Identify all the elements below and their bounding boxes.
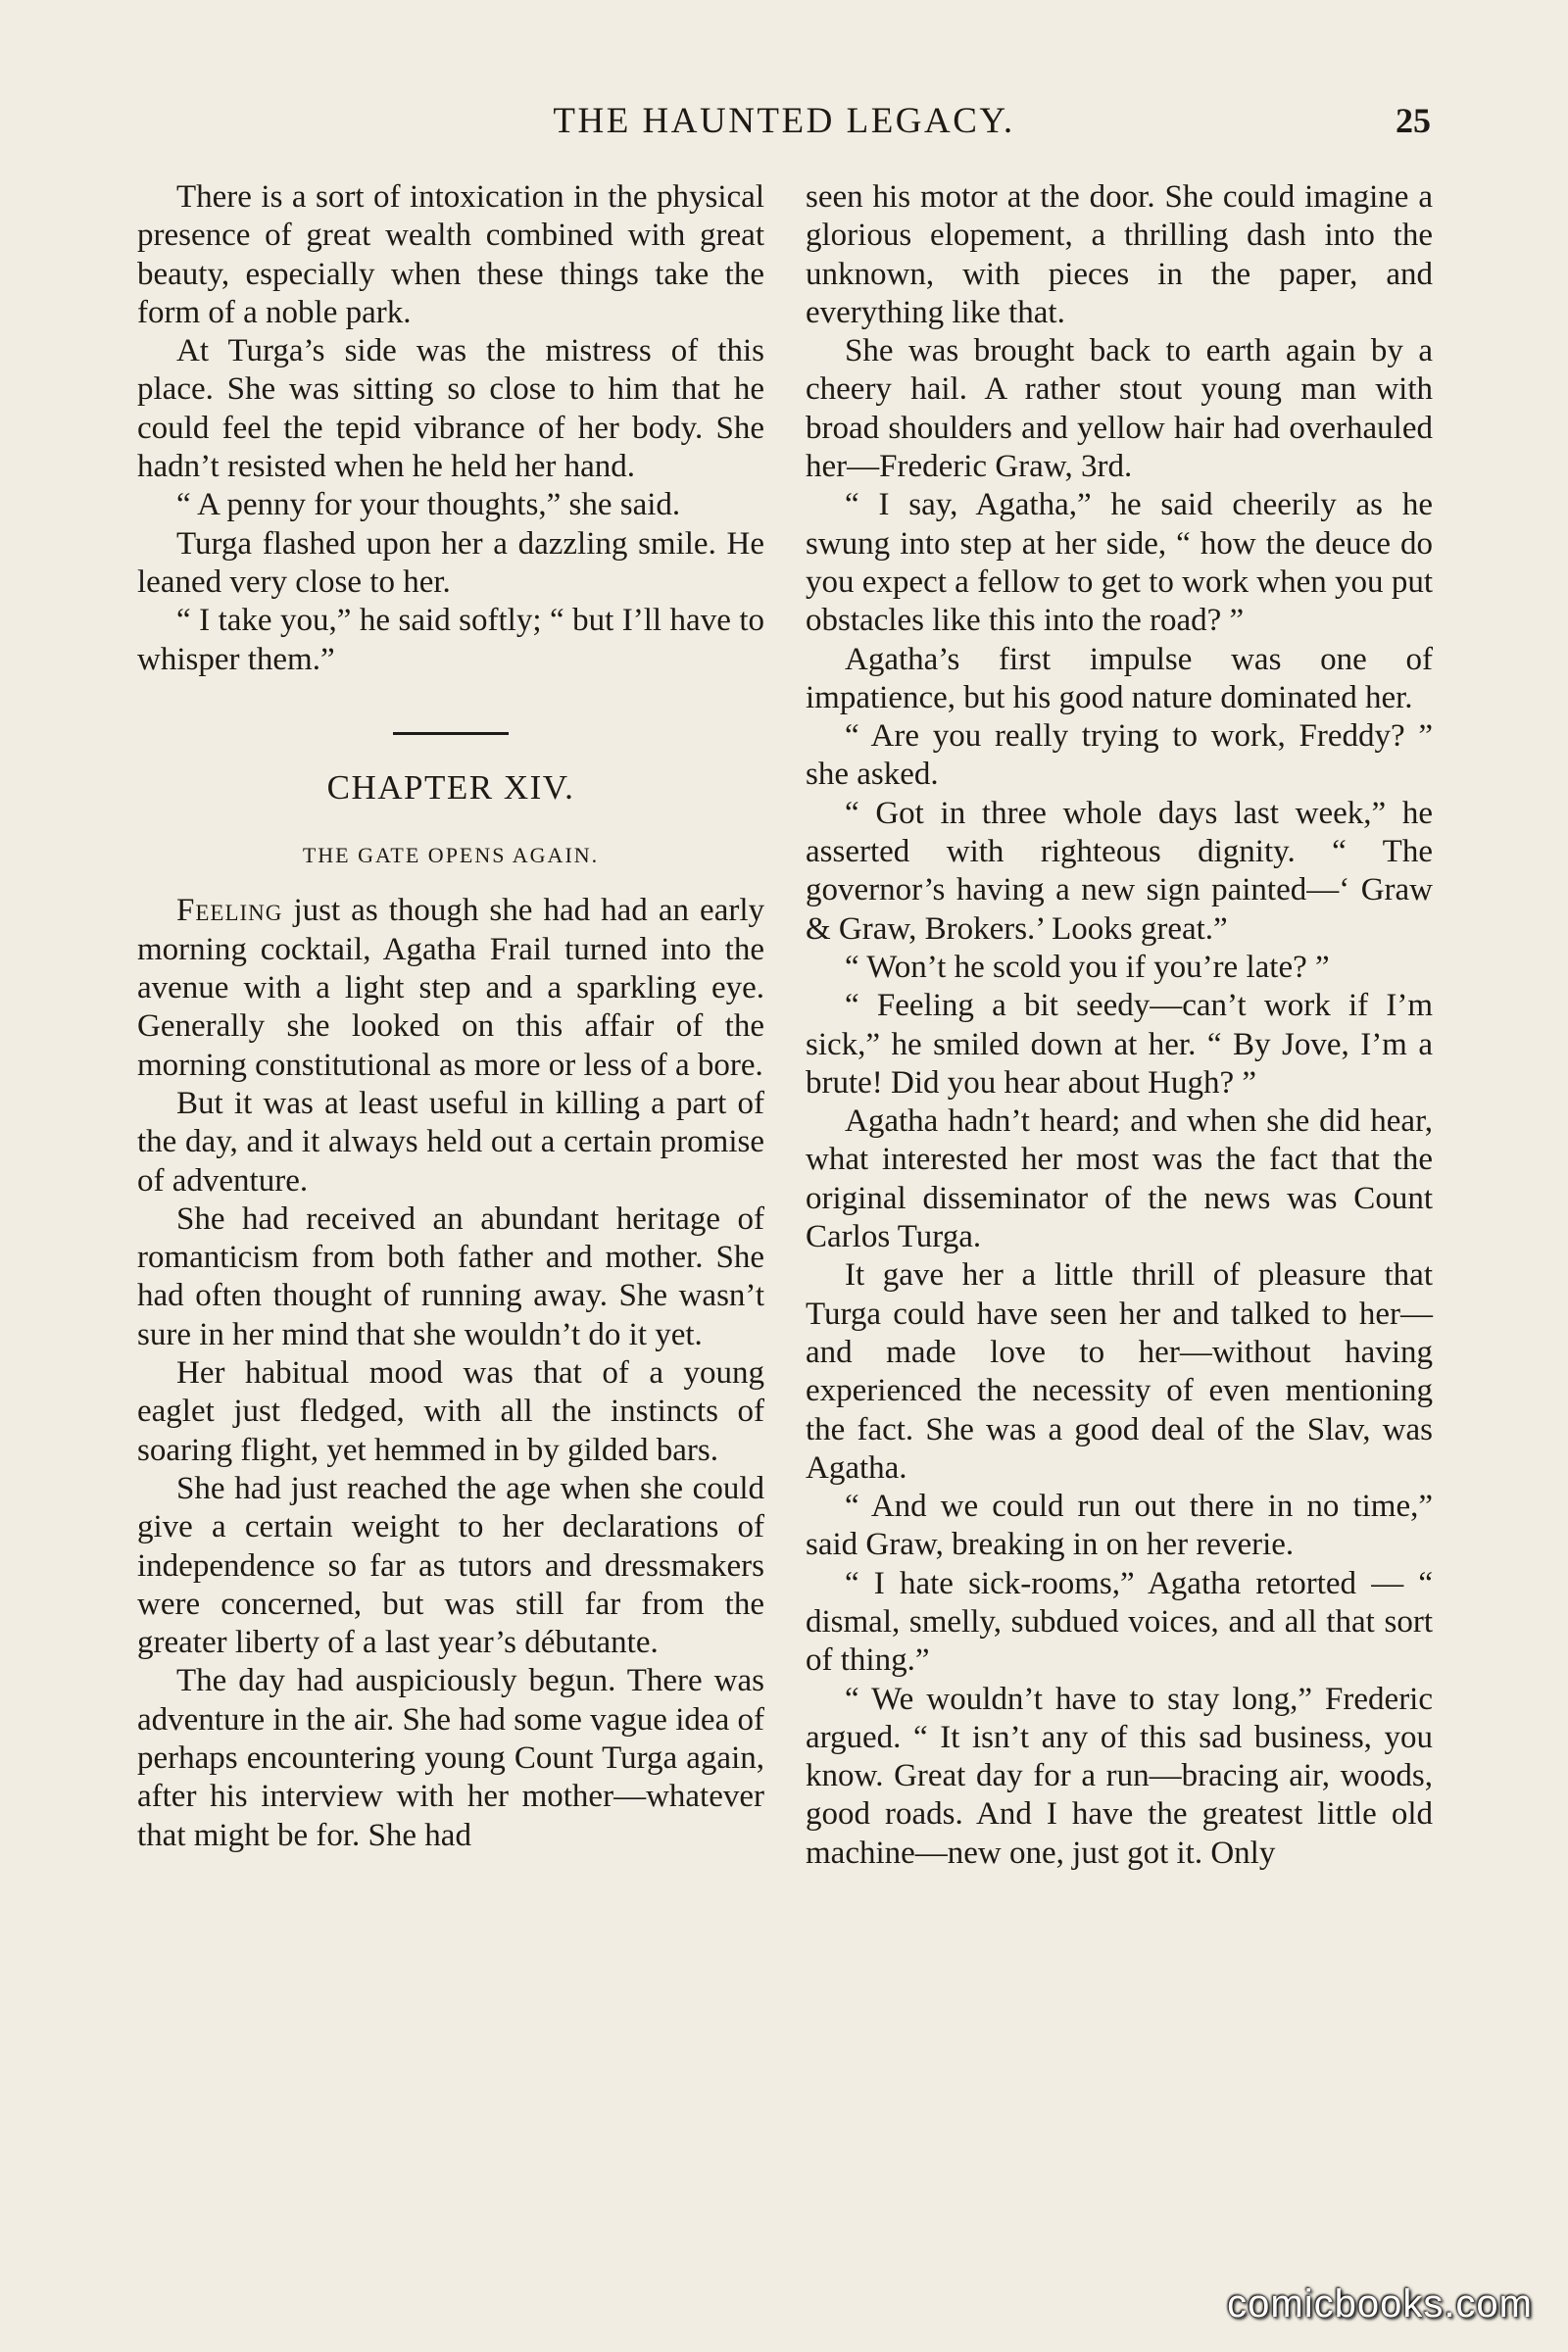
paragraph: She had just reached the age when she could give a certain weight to her declarations of independence so far as tutors and dressmakers were concerned, but was still far from the greater liberty of a last year’s débutante. [137,1470,764,1661]
paragraph: At Turga’s side was the mistress of this place. She was sitting so close to him that he could feel the tepid vibrance of her body. She hadn’t resisted when he held her hand. [137,333,764,485]
right-column [806,178,1433,1873]
page-number: 25 [1396,101,1431,140]
paragraph: “ Feeling a bit seedy—can’t work if I’m sick,” he smiled down at her. “ By Jove, I’m a brute! Did you hear about Hugh? ” [806,988,1433,1101]
paragraph: “ I say, Agatha,” he said cheerily as he swung into step at her side, “ how the deuce do you expect a fellow to get to work when you put obstacles like this into the road? ” [806,487,1433,639]
paragraph: “ Won’t he scold you if you’re late? ” [845,949,1330,985]
paragraph-text: just as though she had had an early morning cocktail, Agatha Frail turned into the avenue with a light step and a sparkling eye. Generally she looked on this affair of the morning constitutional as more or less of a bore. [137,893,764,1083]
paragraph: “ Got in three whole days last week,” he asserted with righteous dignity. “ The governor’s having a new sign painted—‘ Graw & Graw, Brokers.’ Looks great.” [806,795,1433,947]
lead-word: Feeling [176,893,283,929]
paragraph: She was brought back to earth again by a cheery hail. A rather stout young man with broad shoulders and yellow hair had overhauled her—Frederic Graw, 3rd. [806,333,1433,485]
paragraph: “ I hate sick-rooms,” Agatha retorted — “ dismal, smelly, subdued voices, and all that sort of thing.” [806,1565,1433,1679]
paragraph: “ We wouldn’t have to stay long,” Frederic argued. “ It isn’t any of this sad business, you know. Great day for a run—bracing air, woods, good roads. And I have the greatest little old machine—new one, just got it. Only [806,1681,1433,1871]
paragraph: “ And we could run out there in no time,” said Graw, breaking in on her reverie. [806,1489,1433,1563]
running-head [0,100,1568,149]
paragraph: Her habitual mood was that of a young eaglet just fledged, with all the instincts of soaring flight, yet hemmed in by gilded bars. [137,1355,764,1468]
paragraph: “ I take you,” he said softly; “ but I’ll have to whisper them.” [137,603,764,677]
running-title: THE HAUNTED LEGACY. [553,101,1015,141]
site-watermark: comicbooks.com [1227,2282,1533,2326]
paragraph: It gave her a little thrill of pleasure that Turga could have seen her and talked to her—and made love to her—without having experienced the necessity of even mentioning the fact. She was a good deal of the Slav, was Agatha. [806,1257,1433,1486]
paragraph: There is a sort of intoxication in the physical presence of great wealth combined with great beauty, especially when these things take the form of a noble park. [137,179,764,330]
chapter-title: CHAPTER XIV. [326,767,575,807]
section-divider [393,732,509,735]
paragraph: The day had auspiciously begun. There was adventure in the air. She had some vague idea of perhaps encountering young Count Turga again, after his interview with her mother—whatever that might be for. She had [137,1663,764,1853]
paragraph: “ A penny for your thoughts,” she said. [176,487,681,523]
paragraph: “ Are you really trying to work, Freddy? ” she asked. [806,718,1433,793]
paragraph: seen his motor at the door. She could imagine a glorious elopement, a thrilling dash into the unknown, with pieces in the paper, and everything like that. [806,179,1433,330]
paragraph: She had received an abundant heritage of romanticism from both father and mother. She had often thought of running away. She wasn’t sure in her mind that she wouldn’t do it yet. [137,1200,764,1352]
paragraph: Agatha hadn’t heard; and when she did hear, what interested her most was the fact that the original disseminator of the news was Count Carlos Turga. [806,1103,1433,1255]
paragraph: Turga flashed upon her a dazzling smile. He leaned very close to her. [137,525,764,600]
left-column [137,178,764,1855]
paragraph: But it was at least useful in killing a part of the day, and it always held out a certain promise of adventure. [137,1085,764,1199]
paragraph: Agatha’s first impulse was one of impatience, but his good nature dominated her. [806,641,1433,715]
paragraph [137,892,764,1084]
chapter-subtitle: THE GATE OPENS AGAIN. [302,843,600,868]
